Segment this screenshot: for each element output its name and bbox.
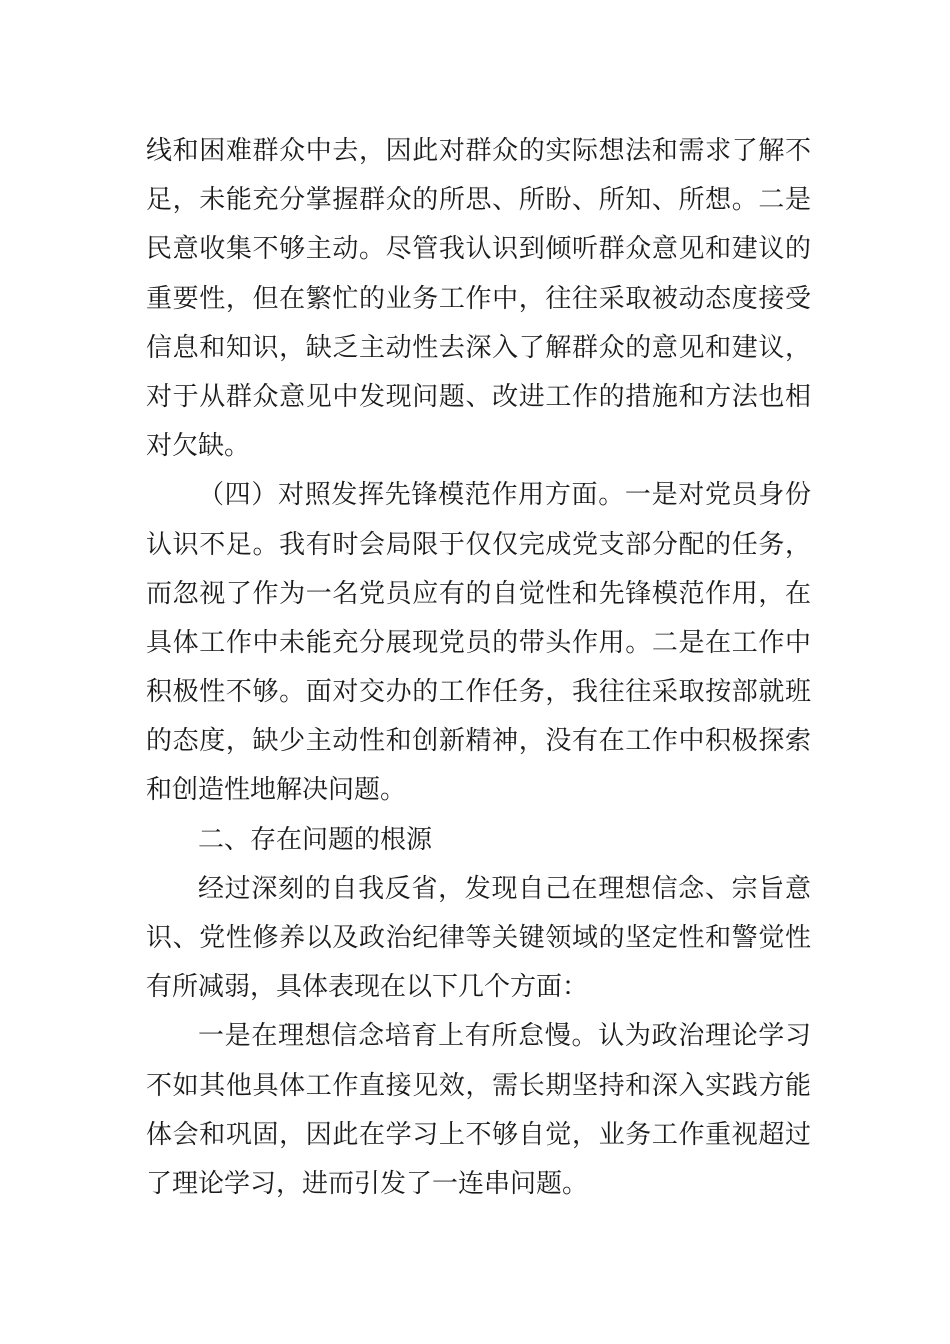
text-line: 积极性不够。面对交办的工作任务，我往往采取按部就班 [146, 677, 811, 708]
text-line: 信息和知识，缺乏主动性去深入了解群众的意见和建议， [146, 332, 811, 363]
text-line: 经过深刻的自我反省，发现自己在理想信念、宗旨意 [198, 873, 811, 904]
text-line: 线和困难群众中去，因此对群众的实际想法和需求了解不 [146, 136, 811, 166]
text-line: 足，未能充分掌握群众的所思、所盼、所知、所想。二是 [146, 185, 811, 216]
text-line: 重要性，但在繁忙的业务工作中，往往采取被动态度接受 [146, 283, 811, 314]
text-line: 一是在理想信念培育上有所怠慢。认为政治理论学习 [198, 1021, 811, 1052]
text-line: 体会和巩固，因此在学习上不够自觉，业务工作重视超过 [146, 1119, 811, 1150]
text-line: 具体工作中未能充分展现党员的带头作用。二是在工作中 [146, 627, 811, 658]
text-line: 而忽视了作为一名党员应有的自觉性和先锋模范作用，在 [146, 578, 811, 609]
text-line: 对于从群众意见中发现问题、改进工作的措施和方法也相 [146, 381, 811, 412]
text-line: 的态度，缺少主动性和创新精神，没有在工作中积极探索 [146, 726, 811, 757]
text-line: 和创造性地解决问题。 [146, 775, 407, 806]
text-line: 民意收集不够主动。尽管我认识到倾听群众意见和建议的 [146, 234, 811, 265]
text-line: 认识不足。我有时会局限于仅仅完成党支部分配的任务， [146, 529, 811, 560]
text-line: 识、党性修养以及政治纪律等关键领域的坚定性和警觉性 [146, 923, 811, 953]
text-line: 有所减弱，具体表现在以下几个方面： [146, 972, 589, 1003]
text-line: 不如其他具体工作直接见效，需长期坚持和深入实践方能 [146, 1070, 811, 1101]
section-heading-two: 二、存在问题的根源 [198, 824, 433, 855]
section-heading-four: （四）对照发挥先锋模范作用方面。一是对党员身份 [198, 480, 811, 511]
body-text [146, 127, 811, 1209]
text-line: 对欠缺。 [146, 431, 251, 462]
text-line: 了理论学习，进而引发了一连串问题。 [146, 1168, 589, 1199]
